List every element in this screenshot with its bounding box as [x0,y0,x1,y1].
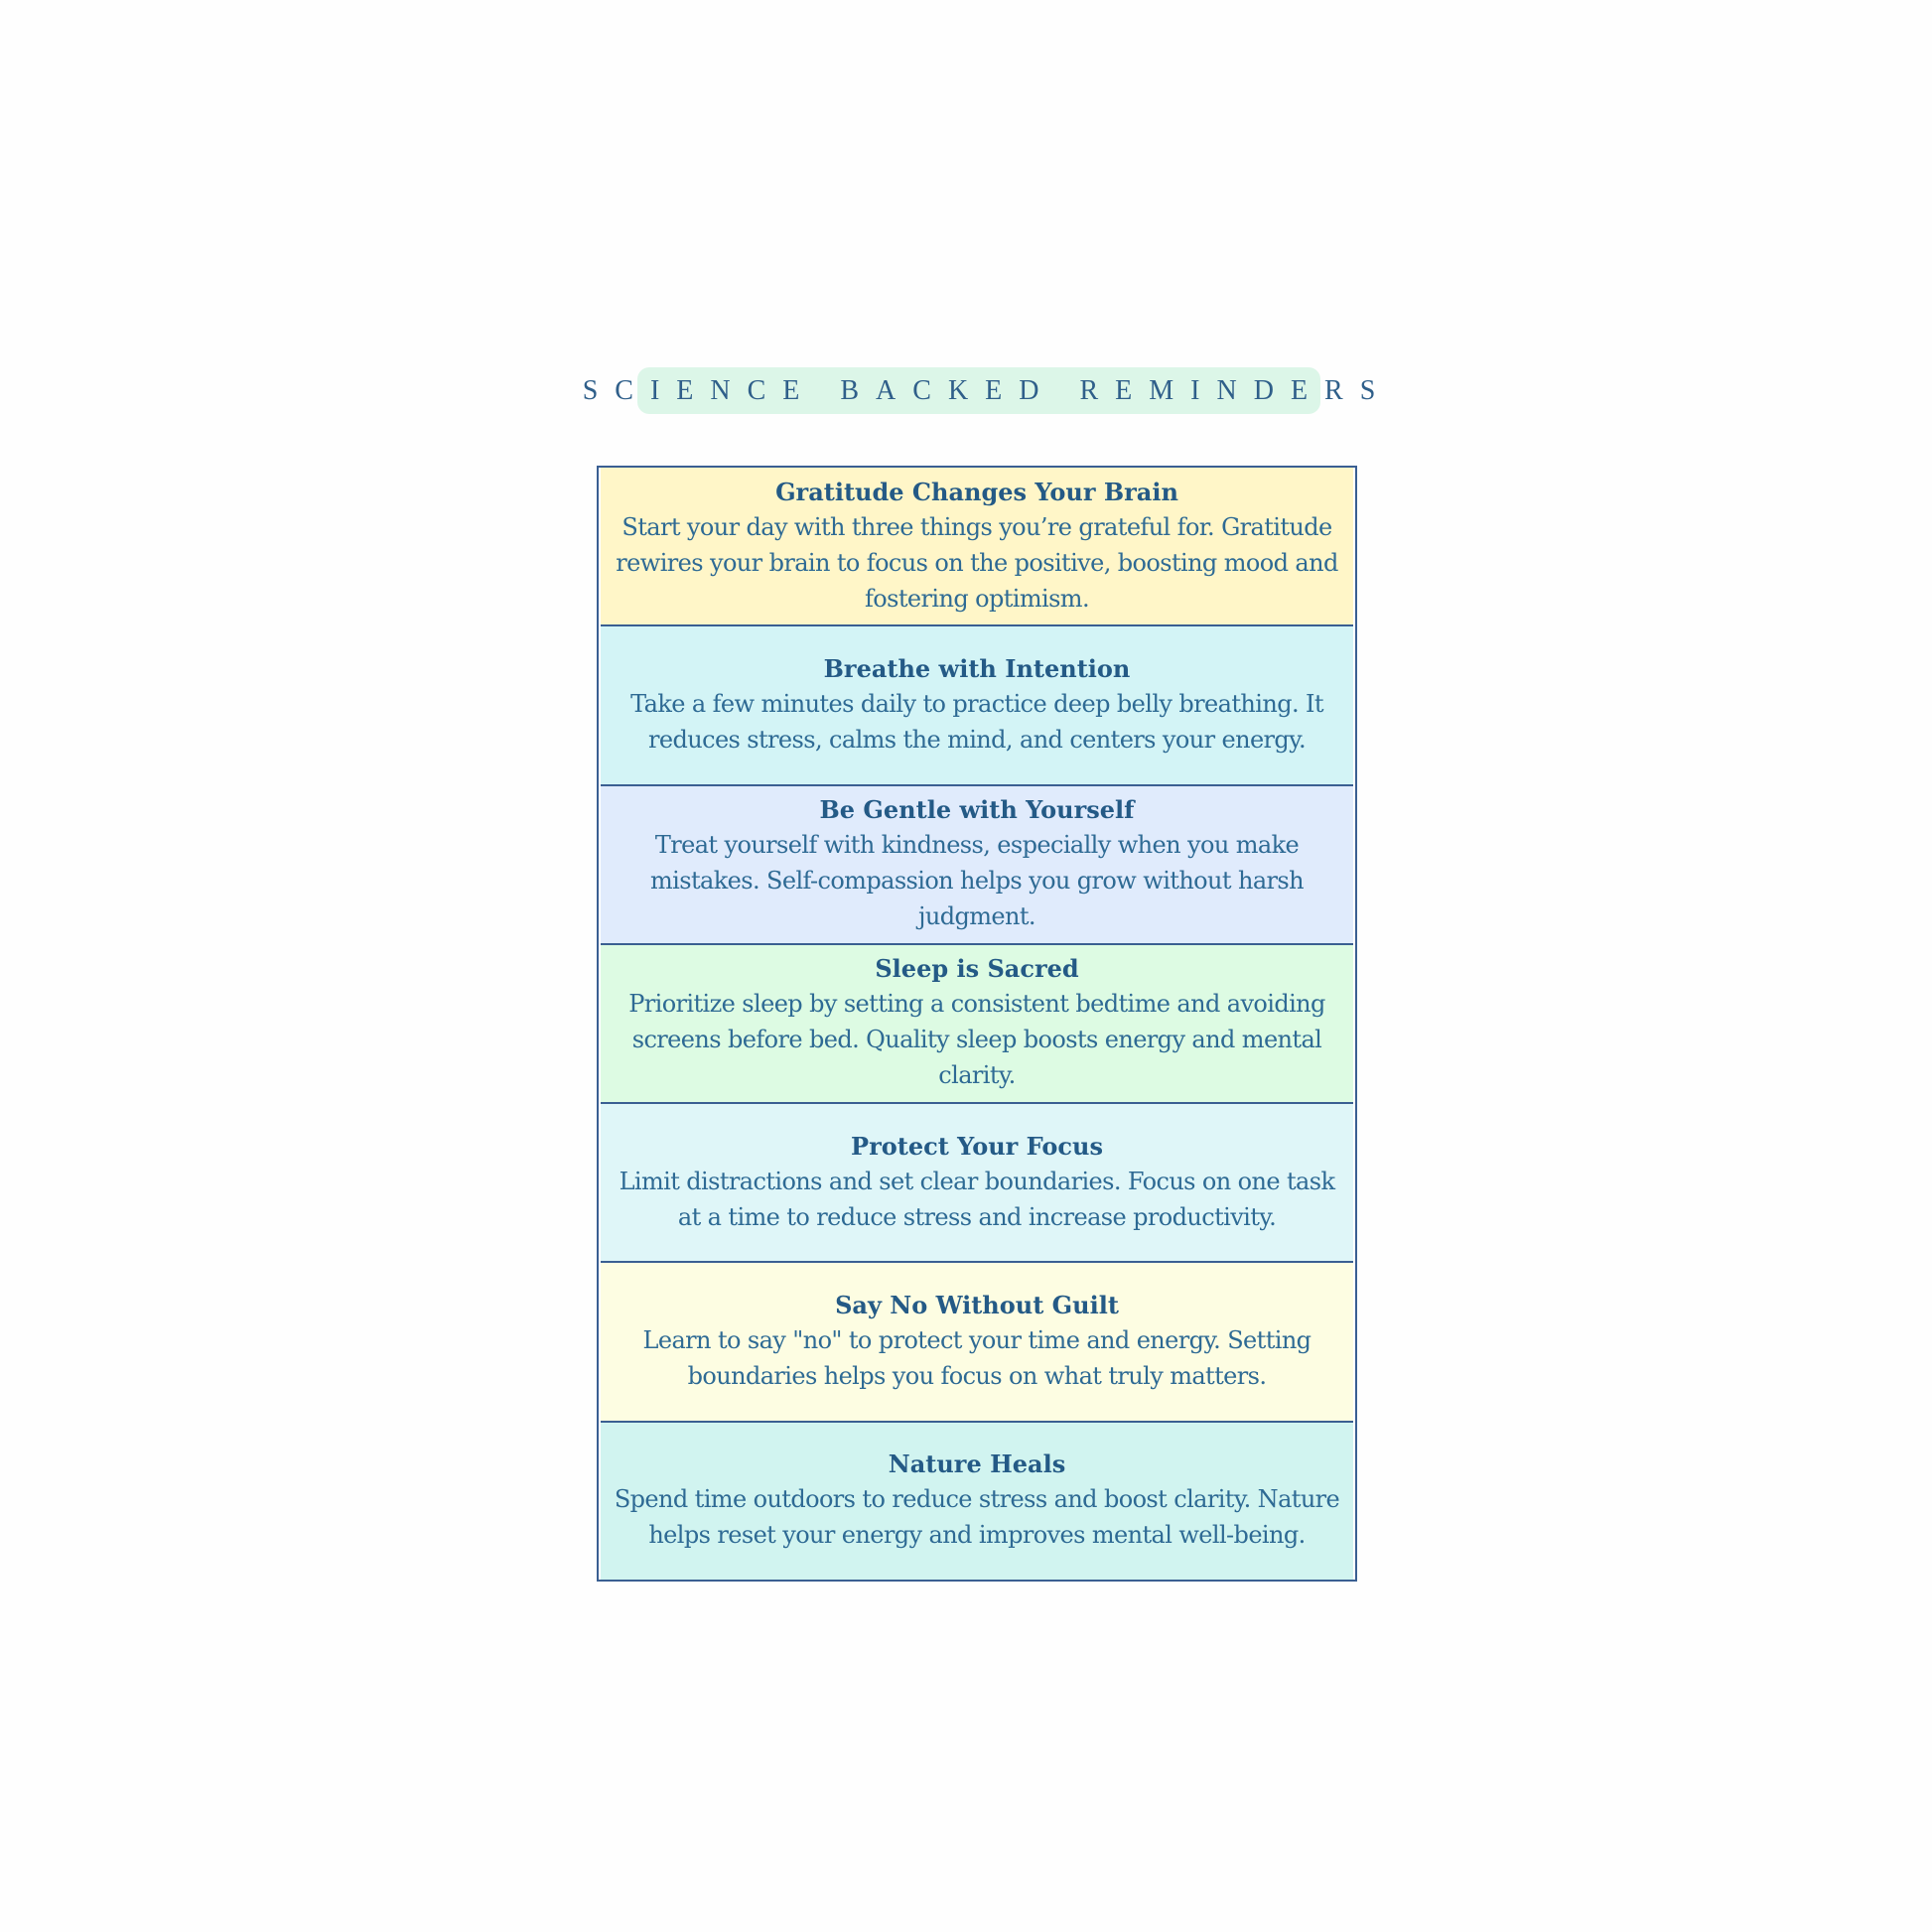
reminder-card-sleep [601,945,1353,1104]
page-title: SCIENCE BACKED REMINDERS [582,374,1393,406]
reminder-card-gratitude [601,468,1353,626]
reminder-body: Spend time outdoors to reduce stress and boost clarity. Nature helps reset your energy and improves mental well-being. [614,1485,1340,1550]
reminder-title: Breathe with Intention [823,653,1131,683]
reminder-title: Sleep is Sacred [875,954,1079,984]
reminder-title: Say No Without Guilt [835,1291,1119,1320]
reminder-body: Prioritize sleep by setting a consistent bedtime and avoiding screens before bed. Quality sleep boosts energy and mental clarity. [628,990,1325,1090]
reminder-card-focus [601,1104,1353,1263]
reminder-title: Nature Heals [888,1449,1066,1479]
reminder-body: Treat yourself with kindness, especially when you make mistakes. Self-compassion helps you grow without harsh judgment. [650,831,1304,931]
reminder-body: Learn to say "no" to protect your time and energy. Setting boundaries helps you focus on what truly matters. [642,1326,1311,1391]
reminders-table [597,466,1357,1582]
reminder-card-breathe [601,626,1353,785]
title-banner [582,367,1393,414]
reminder-title: Be Gentle with Yourself [819,795,1135,825]
reminder-card-nature [601,1423,1353,1580]
reminder-title: Protect Your Focus [851,1131,1103,1161]
reminder-body: Limit distractions and set clear boundaries. Focus on one task at a time to reduce stress and increase productivity. [619,1167,1335,1231]
reminder-card-gentle [601,786,1353,945]
reminder-body: Start your day with three things you’re grateful for. Gratitude rewires your brain to focus on the positive, boosting mood and fostering optimism. [616,512,1338,613]
reminder-body: Take a few minutes daily to practice deep belly breathing. It reduces stress, calms the mind, and centers your energy. [630,689,1323,754]
reminder-card-say-no [601,1263,1353,1422]
reminder-title: Gratitude Changes Your Brain [775,477,1178,506]
